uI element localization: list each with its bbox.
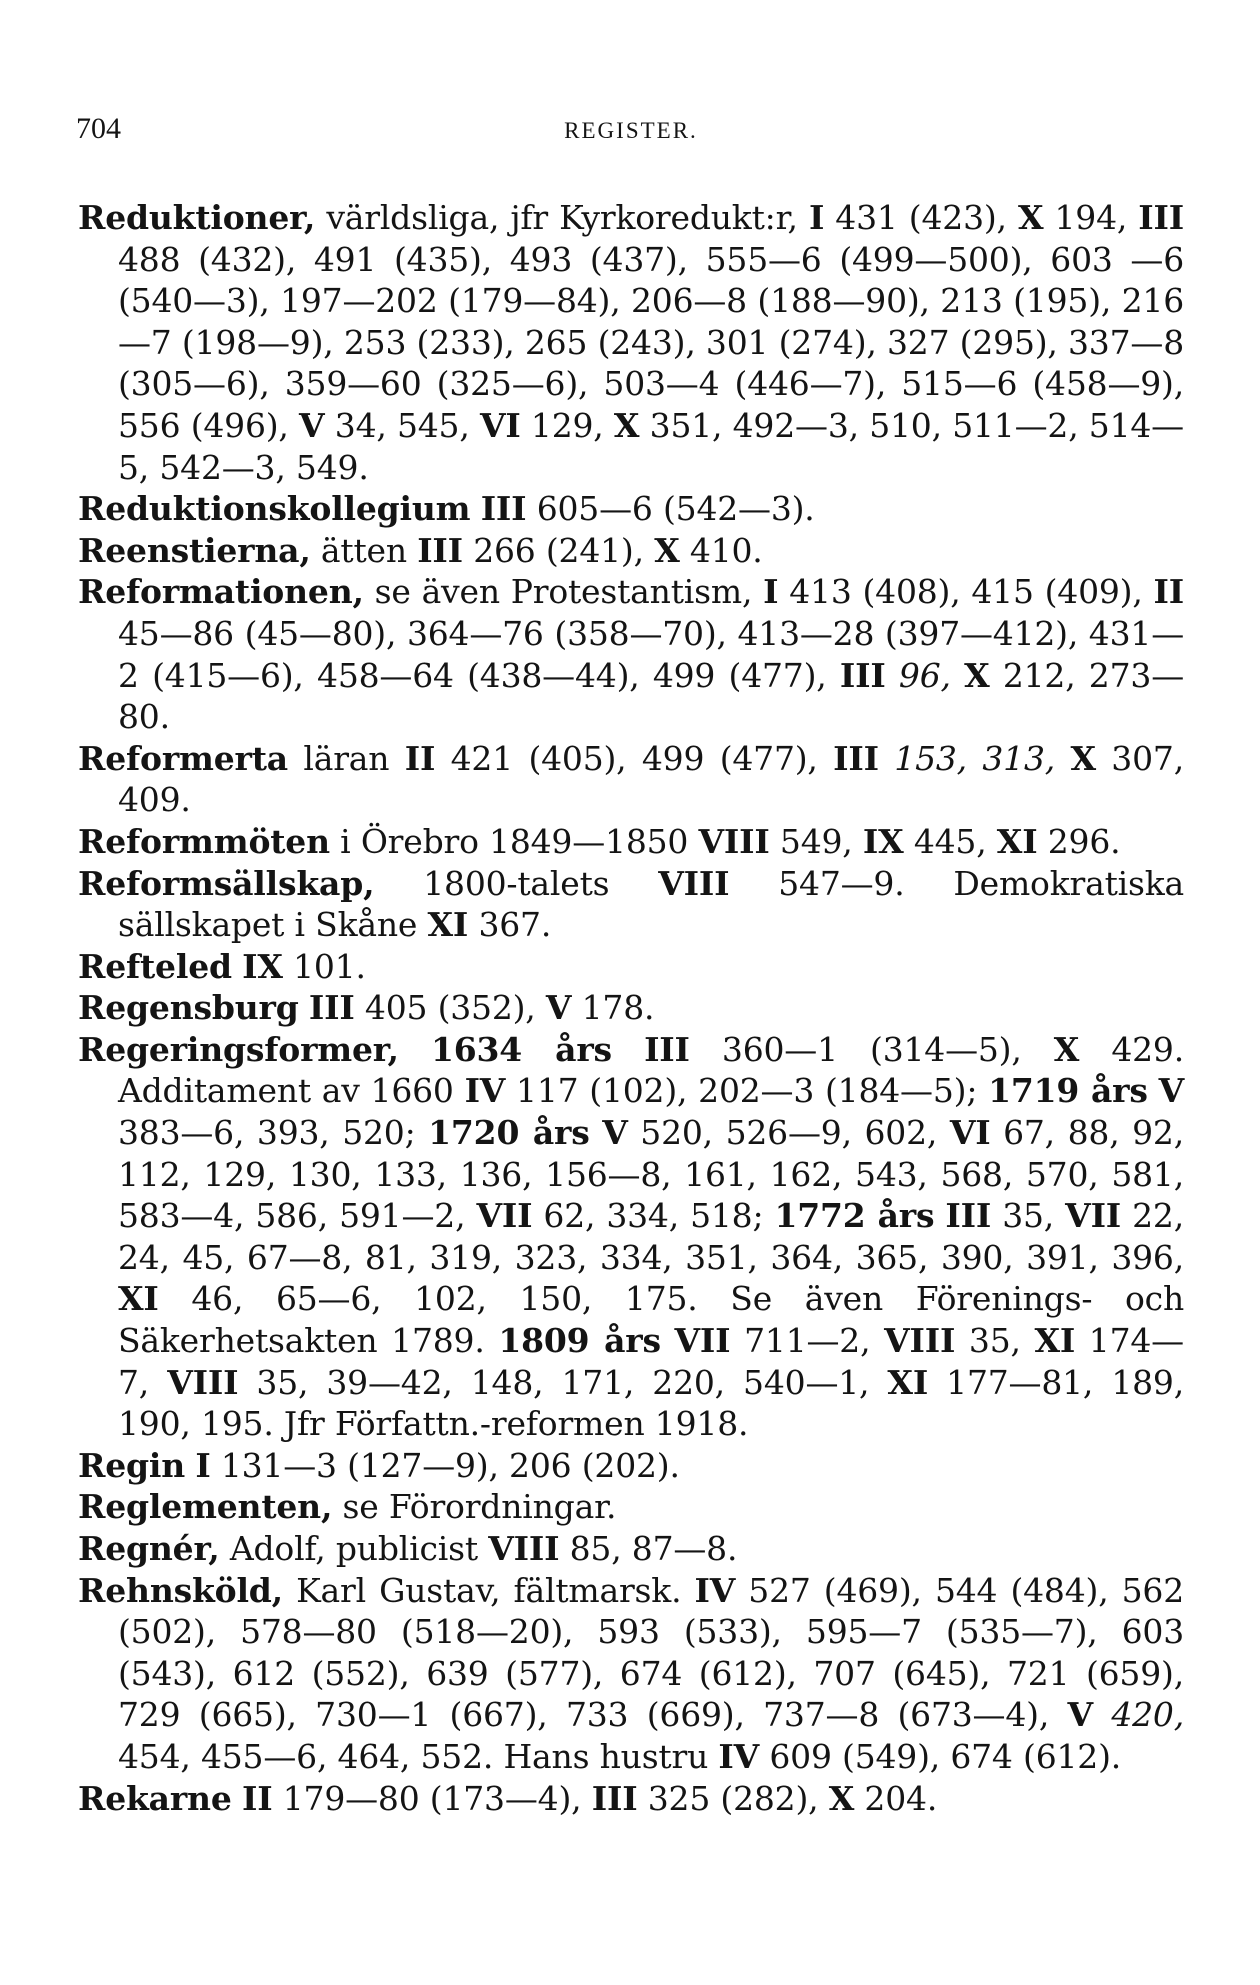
index-entry [78,571,1184,737]
entry-text: 445, [903,821,997,861]
entry-text: 360—1 (314—5), [689,1029,1054,1069]
entry-text [951,656,964,695]
volume-ref: X [654,530,680,570]
entry-text: 45—86 (45—80), 364—76 (358—70), 413—28 (397—412), 431—2 (415—6), 458—64 (438—44), 499 (477), [118,613,1184,695]
index-entry [78,1445,1184,1487]
entry-text [590,1113,603,1152]
entry-text: 35, [955,1321,1035,1361]
volume-ref: VII [674,1321,731,1361]
entry-text: 307, 409. [118,738,1184,820]
volume-ref: II [1153,572,1184,612]
entry-text: 431 (423), [824,198,1018,237]
volume-ref: XI [427,905,469,945]
volume-ref: V [602,1113,628,1153]
entry-text: 296. [1037,821,1121,861]
volume-ref: III [1138,198,1184,237]
index-entry [78,987,1184,1029]
volume-ref: 1634 års [430,1029,612,1069]
entry-text: i Örebro 1849—1850 [329,821,699,861]
page-header [76,112,1186,152]
entry-text: 454, 455—6, 464, 552. Hans hustru [118,1736,719,1776]
volume-ref: III [833,738,879,778]
volume-ref: III [945,1196,992,1236]
volume-ref: VIII [167,1362,239,1402]
entry-headword: Reformerta [78,738,288,778]
entry-text [886,656,899,695]
volume-ref: X [828,1778,855,1818]
volume-ref: X [613,405,640,445]
volume-ref: XI [1034,1321,1076,1361]
entry-headword: Reduktionskollegium [78,489,471,529]
entry-text: 711—2, [730,1321,885,1361]
volume-ref: VII [1065,1196,1122,1236]
entry-text: läran [287,738,405,778]
entry-text: Adolf, publicist [219,1529,489,1568]
volume-ref: IX [242,946,283,986]
entry-text: 429. Additament av 1660 [118,1029,1184,1111]
entry-text [470,489,480,528]
entry-text: ätten [310,530,418,570]
volume-ref: VIII [884,1321,956,1361]
index-entry [78,821,1184,863]
entry-text: 204. [854,1778,938,1818]
entry-headword: Rehnsköld, [78,1570,283,1610]
volume-ref: X [1053,1029,1080,1069]
entry-text: 62, 334, 518; [532,1196,775,1236]
entry-text: 131—3 (127—9), 206 (202). [210,1445,680,1485]
entry-text: 67, 88, 92, 112, 129, 130, 133, 136, 156—8, 161, 162, 543, 568, 570, 581, 583—4, 586, 591—2, [118,1113,1184,1236]
entry-text: 101. [282,946,366,986]
index-entry [78,738,1184,821]
italic-page-ref: 96, [898,655,951,695]
entry-text: 325 (282), [637,1778,829,1818]
entry-text [934,1196,945,1235]
volume-ref: X [1070,738,1096,778]
volume-ref: XI [118,1279,159,1319]
volume-ref: 1772 års [774,1196,935,1236]
entry-headword: Reenstierna, [78,530,311,570]
entry-text: Karl Gustav, fältmarsk. [282,1570,695,1610]
index-entry [78,1778,1184,1820]
entry-text: 179—80 (173—4), [272,1778,592,1818]
index-entry [78,1486,1184,1528]
volume-ref: 1720 års [428,1113,590,1153]
entry-text: 46, 65—6, 102, 150, 175. Se även Förenings- och Säkerhetsakten 1789. [118,1279,1184,1361]
entry-text [612,1030,644,1069]
index-entry [78,1528,1184,1570]
index-entry [78,863,1184,946]
index-entries [78,197,1184,1819]
volume-ref: 1809 års [498,1321,661,1361]
entry-headword: Refteled [78,946,232,986]
entry-text [232,1779,242,1818]
entry-text [399,1030,431,1069]
volume-ref: I [763,572,779,612]
entry-text: 194, [1043,198,1139,237]
index-entry [78,488,1184,530]
italic-page-ref: 153, 313, [894,738,1056,778]
volume-ref: I [195,1445,211,1485]
entry-text: 383—6, 393, 520; [118,1113,429,1153]
entry-headword: Reformsällskap, [78,863,375,903]
entry-text: 129, [520,405,614,445]
volume-ref: VI [479,405,521,445]
volume-ref: VIII [488,1529,560,1568]
volume-ref: V [299,405,325,445]
entry-headword: Regensburg [78,988,299,1028]
entry-text: 35, 39—42, 148, 171, 220, 540—1, [238,1362,888,1402]
volume-ref: II [404,738,436,778]
volume-ref: I [808,198,825,237]
entry-text: 22, 24, 45, 67—8, 81, 319, 323, 334, 351, 364, 365, 390, 391, 396, [118,1196,1185,1277]
index-entry [78,197,1184,488]
entry-headword: Rekarne [78,1778,232,1818]
entry-text: 421 (405), 499 (477), [435,738,834,778]
volume-ref: III [591,1778,638,1818]
entry-text: 413 (408), 415 (409), [778,572,1154,612]
volume-ref: VIII [658,863,730,903]
entry-text [1055,739,1070,778]
volume-ref: III [417,530,463,570]
entry-headword: Reformationen, [78,572,364,612]
volume-ref: VIII [698,821,770,861]
entry-text [185,1446,195,1485]
entry-text [661,1321,675,1360]
entry-text: 117 (102), 202—3 (184—5); [505,1071,989,1111]
entry-text: 34, 545, [324,405,480,445]
volume-ref: VI [949,1113,991,1153]
entry-text: 212, 273—80. [118,655,1184,737]
italic-page-ref: 420, [1111,1695,1184,1735]
entry-text: 367. [468,905,552,945]
entry-text: 177—81, 189, 190, 195. Jfr Författn.-reformen 1918. [118,1362,1184,1444]
entry-text: 410. [679,530,763,570]
index-entry [78,946,1184,988]
entry-text: 1800-talets [374,863,659,903]
volume-ref: II [241,1778,273,1818]
entry-headword: Regin [78,1445,186,1485]
volume-ref: III [644,1029,690,1069]
volume-ref: 1719 års [988,1071,1148,1111]
volume-ref: IX [862,821,904,861]
entry-text: 85, 87—8. [559,1529,738,1568]
entry-text: 549, [769,821,863,861]
index-entry [78,1029,1184,1445]
entry-text: 527 (469), 544 (484), 562 (502), 578—80 (518—20), 593 (533), 595—7 (535—7), 603 (543), 612 (552), 639 (577), 674 (612), 707 (645), 721 (659), 729 (665), 730—1 (667), 733 (669), 737—8 (673—4), [118,1570,1185,1735]
entry-headword: Reglementen, [78,1487,333,1527]
entry-text: 266 (241), [462,530,655,570]
volume-ref: III [480,489,527,529]
volume-ref: X [964,655,990,695]
volume-ref: VII [476,1196,533,1236]
volume-ref: IV [718,1736,760,1776]
index-entry [78,1570,1184,1778]
entry-text: världsliga, jfr Kyrkoredukt:r, [315,198,809,237]
entry-text: 174—7, [118,1321,1184,1402]
volume-ref: V [545,988,572,1028]
entry-text [1093,1695,1111,1734]
entry-text: 178. [571,988,655,1028]
entry-text [1148,1071,1159,1110]
volume-ref: X [1017,198,1044,237]
entry-headword: Regnér, [78,1529,220,1568]
page-number: 704 [76,112,121,145]
entry-headword: Reduktioner, [78,198,316,237]
entry-headword: Regeringsformer, [78,1029,399,1069]
entry-text: 605—6 (542—3). [526,489,815,529]
volume-ref: IV [464,1071,506,1111]
entry-text [879,739,894,778]
volume-ref: XI [887,1362,929,1402]
entry-text: 351, 492—3, 510, 511—2, 514—5, 542—3, 549. [118,405,1184,487]
volume-ref: V [1158,1071,1184,1111]
volume-ref: V [1067,1695,1093,1735]
entry-text: se Förordningar. [332,1487,617,1527]
volume-ref: III [308,988,355,1028]
entry-text [299,988,309,1027]
entry-text: 405 (352), [354,988,546,1028]
entry-text [232,947,242,986]
volume-ref: IV [694,1570,736,1610]
entry-headword: Reformmöten [78,821,330,861]
volume-ref: III [839,655,886,695]
entry-text: 547—9. Demokratiska sällskapet i Skåne [118,863,1184,945]
volume-ref: XI [996,821,1038,861]
entry-text: 609 (549), 674 (612). [759,1736,1122,1776]
entry-text: 488 (432), 491 (435), 493 (437), 555—6 (499—500), 603 —6 (540—3), 197—202 (179—84), 206—8 (188—90), 213 (195), 216—7 (198—9), 253 (233), 265 (243), 301 (274), 327 (295), 337—8 (305—6), 359—60 (325—6), 503—4 (446—7), 515—6 (458—9), 556 (496), [118,239,1184,445]
entry-text: 35, [991,1196,1066,1236]
entry-text: 520, 526—9, 602, [627,1113,950,1153]
running-head: REGISTER. [564,118,698,143]
entry-text: se även Protestantism, [363,572,764,612]
index-entry [78,530,1184,572]
